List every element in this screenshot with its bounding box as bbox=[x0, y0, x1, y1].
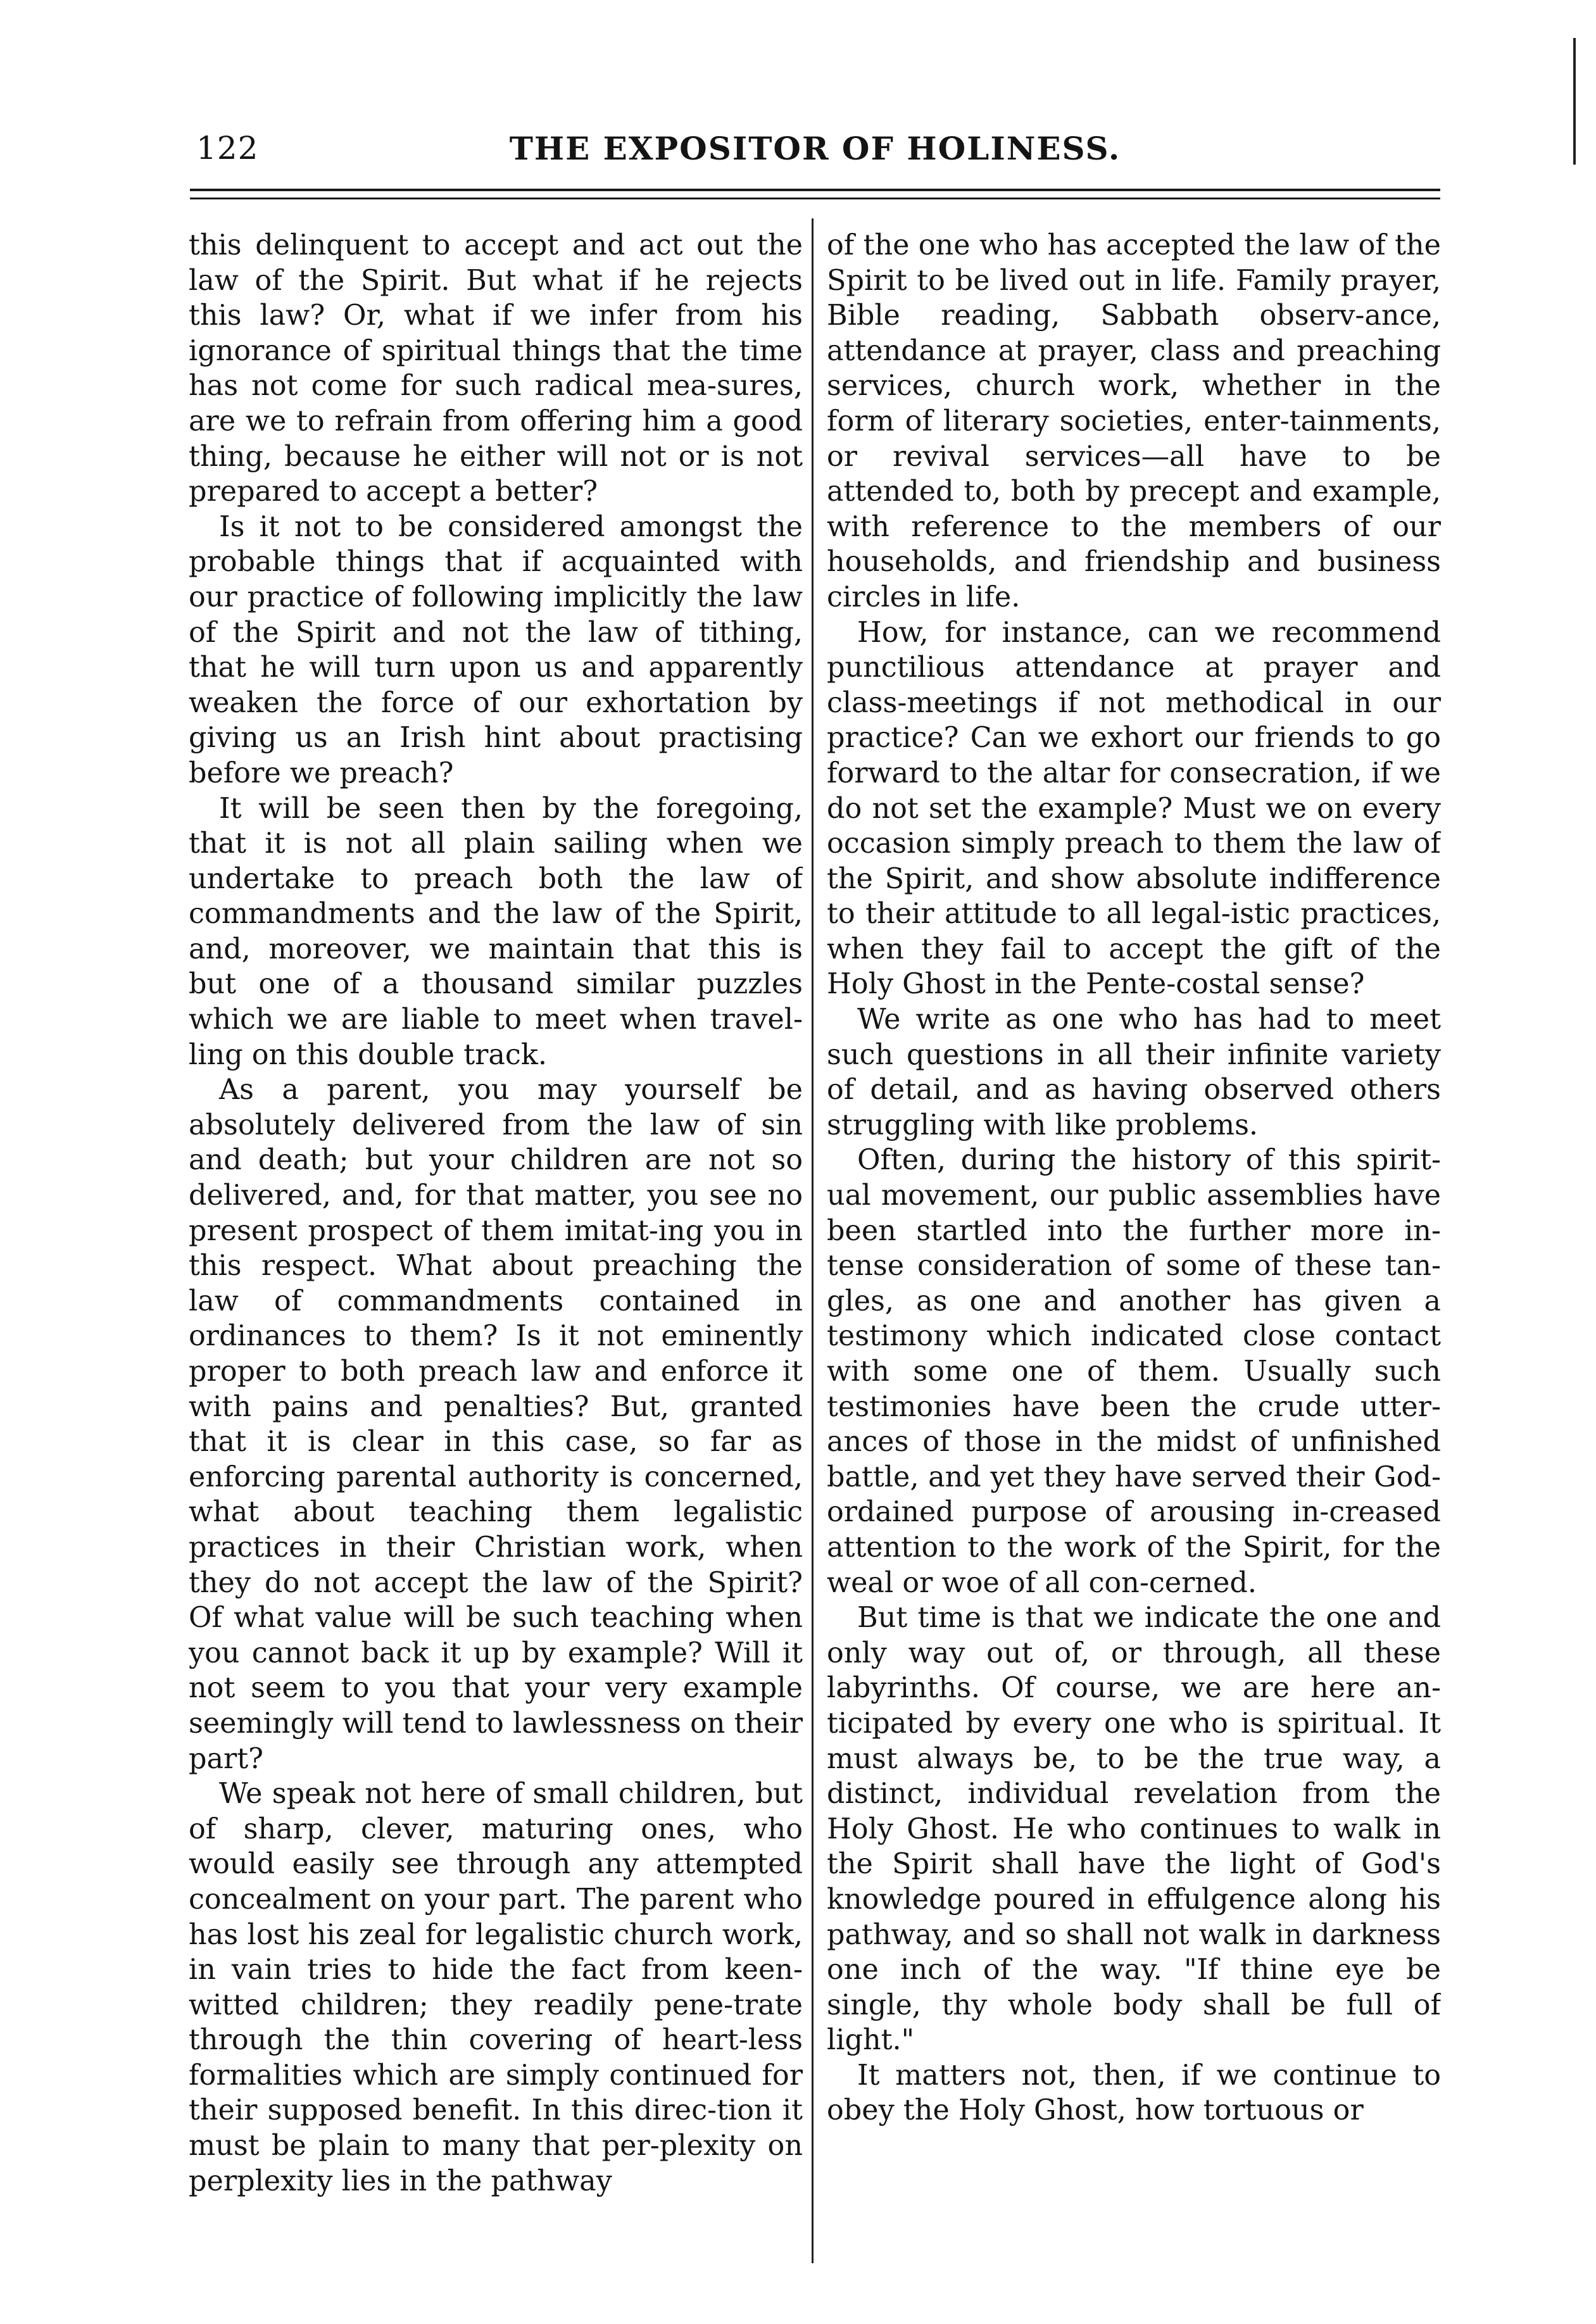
paragraph: As a parent, you may yourself be absolutely delivered from the law of sin and death; but your children are not so delivered, and, for that matter, you see no present prospect of them imitat-ing you in this respect. What about preaching the law of commandments contained in ordinances to them? Is it not eminently proper to both preach law and enforce it with pains and penalties? But, granted that it is clear in this case, so far as enforcing parental authority is concerned, what about teaching them legalistic practices in their Christian work, when they do not accept the law of the Spirit? Of what value will be such teaching when you cannot back it up by example? Will it not seem to you that your very example seemingly will tend to lawlessness on their part? bbox=[189, 1074, 803, 1775]
paragraph: We speak not here of small children, but of sharp, clever, maturing ones, who would easily see through any attempted concealment on your part. The parent who has lost his zeal for legalistic church work, in vain tries to hide the fact from keen-witted children; they readily pene-trate through the thin covering of heart-less formalities which are simply continued for their supposed benefit. In this direc-tion it must be plain to many that per-plexity on perplexity lies in the pathway bbox=[189, 1778, 803, 2197]
scan-edge-mark bbox=[1573, 38, 1576, 165]
header-rule-bottom bbox=[190, 198, 1440, 199]
paragraph: It will be seen then by the foregoing, that it is not all plain sailing when we undertake to preach both the law of commandments and the law of the Spirit, and, moreover, we maintain that this is but one of a thousand similar puzzles which we are liable to meet when travel-ling on this double track. bbox=[189, 792, 803, 1071]
right-column bbox=[827, 228, 1441, 2266]
paragraph: It matters not, then, if we continue to obey the Holy Ghost, how tortuous or bbox=[827, 2059, 1441, 2127]
left-column bbox=[189, 228, 803, 2266]
header-rule-top bbox=[190, 189, 1440, 191]
column-divider bbox=[812, 218, 814, 2263]
paragraph: We write as one who has had to meet such questions in all their infinite variety of detail, and as having observed others struggling with like problems. bbox=[827, 1003, 1441, 1141]
paragraph: Is it not to be considered amongst the probable things that if acquainted with our practice of following implicitly the law of the Spirit and not the law of tithing, that he will turn upon us and apparently weaken the force of our exhortation by giving us an Irish hint about practising before we preach? bbox=[189, 510, 803, 789]
paragraph: of the one who has accepted the law of the Spirit to be lived out in life. Family prayer, Bible reading, Sabbath observ-ance, attendance at prayer, class and preaching services, church work, whether in the form of literary societies, enter-tainments, or revival services—all have to be attended to, both by precept and example, with reference to the members of our households, and friendship and business circles in life. bbox=[827, 229, 1441, 613]
running-title: THE EXPOSITOR OF HOLINESS. bbox=[509, 130, 1121, 167]
page-header bbox=[190, 130, 1440, 180]
page-number: 122 bbox=[196, 130, 259, 166]
paragraph: How, for instance, can we recommend punctilious attendance at prayer and class-meetings if not methodical in our practice? Can we exhort our friends to go forward to the altar for consecration, if we do not set the example? Must we on every occasion simply preach to them the law of the Spirit, and show absolute indifference to their attitude to all legal-istic practices, when they fail to accept the gift of the Holy Ghost in the Pente-costal sense? bbox=[827, 616, 1441, 1001]
paragraph: Often, during the history of this spirit-ual movement, our public assemblies have been startled into the further more in-tense consideration of some of these tan-gles, as one and another has given a testimony which indicated close contact with some one of them. Usually such testimonies have been the crude utter-ances of those in the midst of unfinished battle, and yet they have served their God-ordained purpose of arousing in-creased attention to the work of the Spirit, for the weal or woe of all con-cerned. bbox=[827, 1144, 1441, 1599]
paragraph: this delinquent to accept and act out the law of the Spirit. But what if he rejects this law? Or, what if we infer from his ignorance of spiritual things that the time has not come for such radical mea-sures, are we to refrain from offering him a good thing, because he either will not or is not prepared to accept a better? bbox=[189, 229, 803, 508]
paragraph: But time is that we indicate the one and only way out of, or through, all these labyrinths. Of course, we are here an-ticipated by every one who is spiritual. It must always be, to be the true way, a distinct, individual revelation from the Holy Ghost. He who continues to walk in the Spirit shall have the light of God's knowledge poured in effulgence along his pathway, and so shall not walk in darkness one inch of the way. "If thine eye be single, thy whole body shall be full of light." bbox=[827, 1602, 1441, 2057]
